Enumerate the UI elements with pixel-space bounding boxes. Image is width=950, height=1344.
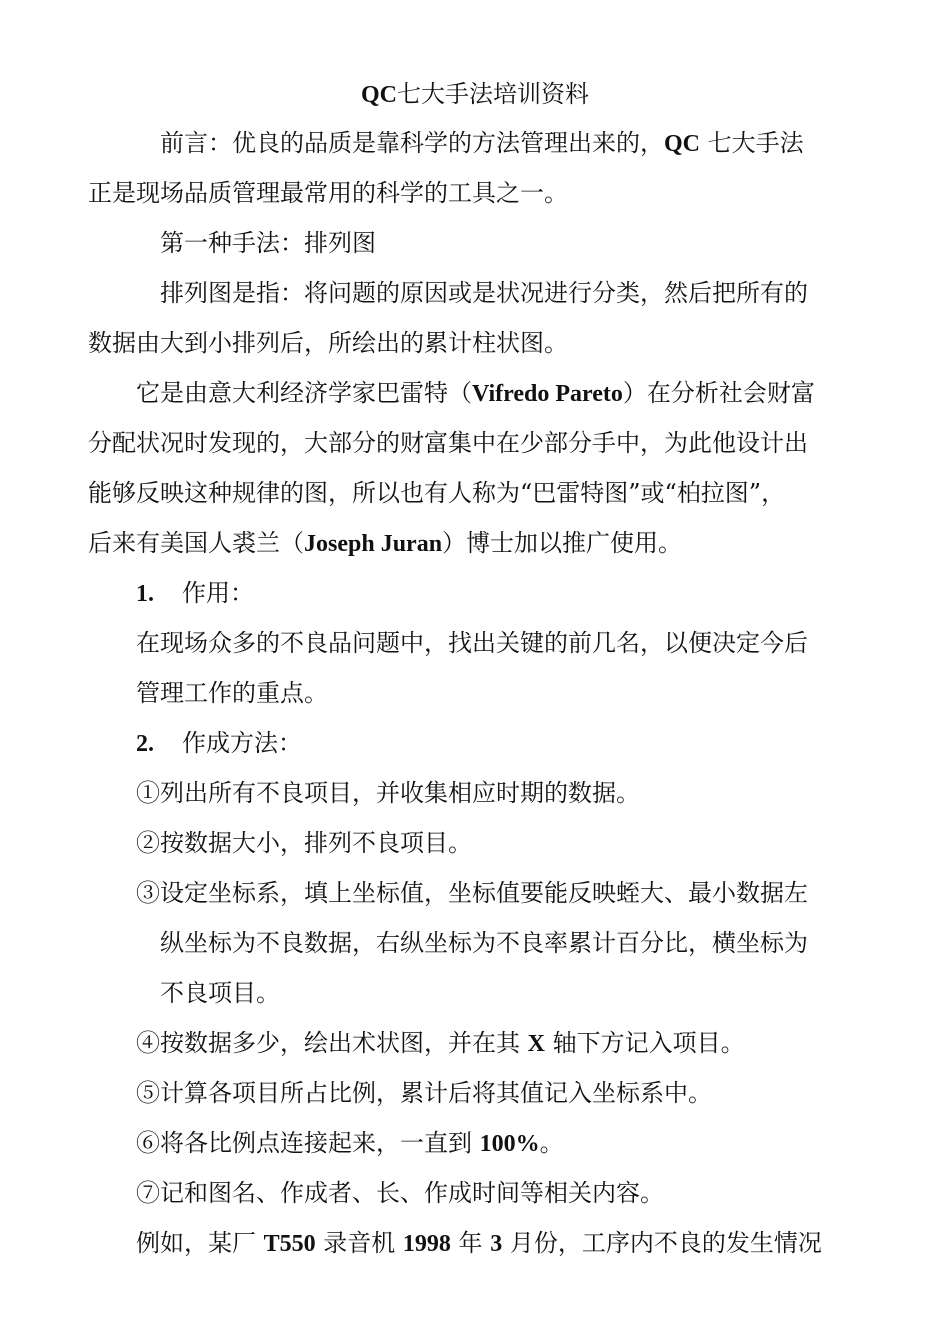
method1-heading: 第一种手法：排列图 [160,229,376,257]
history-text-a: 它是由意大利经济学家巴雷特（ [136,379,472,407]
step-4 [136,1027,745,1059]
step-4-text-b: 轴下方记入项目。 [544,1029,745,1057]
step-6-percent: 100% [479,1131,540,1157]
example-text-b: 录音机 [315,1229,403,1257]
history-line-3: 能够反映这种规律的图，所以也有人称为“巴雷特图”或“柏拉图”， [88,479,786,507]
step-6-text-a: ⑥将各比例点连接起来，一直到 [136,1129,480,1157]
preface-text-end: 七大手法 [700,129,804,157]
section-2-heading [136,727,302,759]
preface-line-1 [160,127,848,159]
history-text-b: ）在分析社会财富 [622,379,815,407]
example-month: 3 [490,1231,503,1257]
definition-line-1: 排列图是指：将问题的原因或是状况进行分类，然后把所有的 [160,279,808,307]
step-4-text-a: ④按数据多少，绘出术状图，并在其 [136,1029,528,1057]
step-3-line-3: 不良项目。 [160,979,280,1007]
step-6-text-b: 。 [539,1129,564,1157]
example-year: 1998 [402,1231,451,1257]
example-text-a: 例如，某厂 [136,1229,264,1257]
title-text: 七大手法培训资料 [397,80,589,108]
history-text-d: ）博士加以推广使用。 [442,529,683,557]
preface-text: 前言：优良的品质是靠科学的方法管理出来的， [160,129,664,157]
example-line [136,1227,822,1259]
step-1: ①列出所有不良项目，并收集相应时期的数据。 [136,779,640,807]
step-4-x-axis: X [527,1031,545,1057]
example-model: T550 [263,1231,316,1257]
juran-name: Joseph Juran [304,531,443,557]
step-2: ②按数据大小，排列不良项目。 [136,829,472,857]
section-1-heading [136,577,254,609]
step-5: ⑤计算各项目所占比例，累计后将其值记入坐标系中。 [136,1079,712,1107]
section-2-label: 作成方法： [182,729,302,757]
pareto-name: Vifredo Pareto [472,381,623,407]
example-text-c: 年 [450,1229,491,1257]
section-2-number: 2. [136,731,154,757]
history-line-4 [88,527,682,559]
history-line-2: 分配状况时发现的，大部分的财富集中在少部分手中，为此他设计出 [88,429,808,457]
step-3-line-1: ③设定坐标系，填上坐标值，坐标值要能反映蛭大、最小数据左 [136,879,808,907]
section-1-label: 作用： [182,579,254,607]
section-1-line-1: 在现场众多的不良品问题中，找出关键的前几名，以便决定今后 [136,629,808,657]
preface-qc: QC [664,131,700,157]
step-6 [136,1127,564,1159]
history-line-1 [136,377,815,409]
step-3-line-2: 纵坐标为不良数据，右纵坐标为不良率累计百分比，横坐标为 [160,929,808,957]
preface-line-2: 正是现场品质管理最常用的科学的工具之一。 [88,179,568,207]
section-1-number: 1. [136,581,154,607]
definition-line-2: 数据由大到小排列后，所绘出的累计柱状图。 [88,329,568,357]
document-title [0,78,950,110]
step-7: ⑦记和图名、作成者、长、作成时间等相关内容。 [136,1179,664,1207]
section-1-line-2: 管理工作的重点。 [136,679,328,707]
example-text-d: 月份，工序内不良的发生情况 [502,1229,822,1257]
title-qc: QC [361,82,397,108]
history-text-c: 后来有美国人裘兰（ [88,529,304,557]
